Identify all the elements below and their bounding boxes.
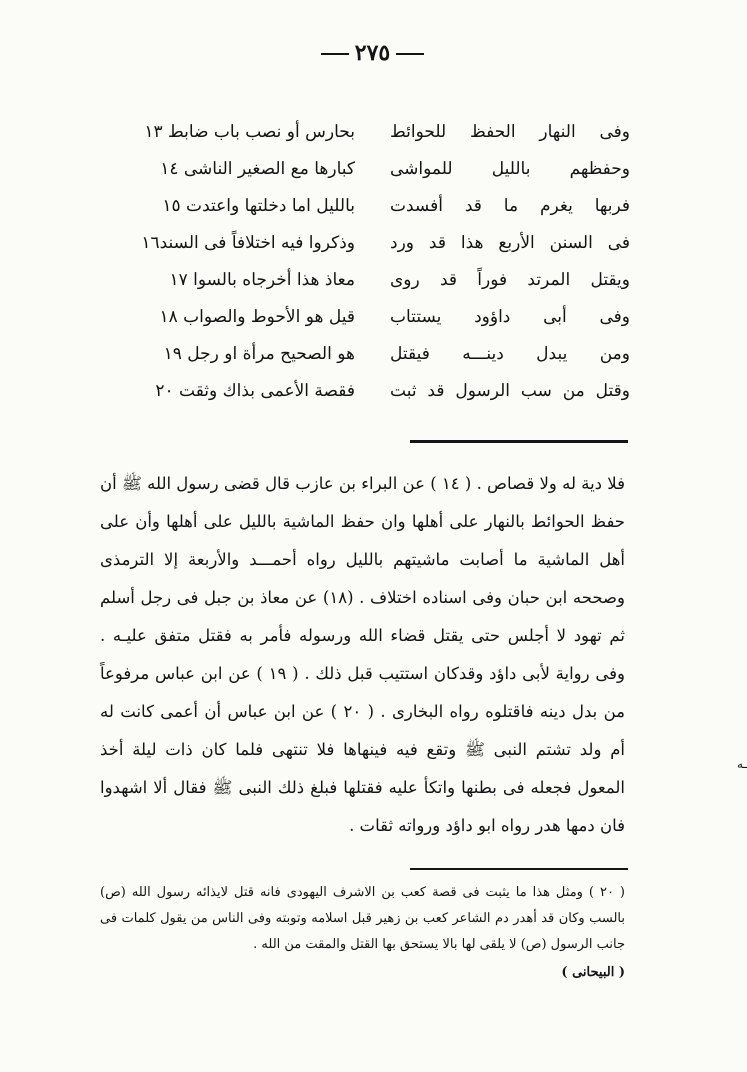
verse-second-hemistich: معاذ هذا أخرجاه بالسوا ١٧ — [169, 270, 355, 290]
page-number: ٢٧٥ — [354, 40, 391, 66]
verse-line — [110, 196, 630, 233]
page-edge-mark: ـه — [737, 757, 747, 771]
verse-line — [110, 381, 630, 418]
verse-second-hemistich: فقصة الأعمى بذاك وثقت ٢٠ — [155, 381, 355, 401]
page-header — [0, 40, 745, 66]
verse-line — [110, 270, 630, 307]
verse-first-hemistich: ومن يبدل دينـــه فيقتل — [390, 344, 630, 364]
commentary-paragraph: فلا دية له ولا قصاص . ( ١٤ ) عن البراء بن عازب قال قضى رسول الله ﷺ أن حفظ الحوائط بالنهار على أهلها وان حفظ الماشية بالليل على أهلها وأن على أهل الماشية ما أصابت ماشيتهم بالليل رواه أحمـــد والأربعة إلا الترمذى وصححه ابن حبان وفى اسناده اختلاف . (١٨) عن معاذ بن جبل فى رجل أسلم ثم تهود لا أجلس حتى يقتل قضاء الله ورسوله فأمر به فقتل متفق عليـه . وفى رواية لأبى داؤد وقدكان استتيب قبل ذلك . ( ١٩ ) عن ابن عباس مرفوعاً من بدل دينه فاقتلوه رواه البخارى . ( ٢٠ ) عن ابن عباس أن أعمى كانت له أم ولد تشتم النبى ﷺ وتقع فيه فينهاها فلا تنتهى فلما كان ذات ليلة أخذ المعول فجعله فى بطنها واتكأ عليه فقتلها فبلغ ذلك النبى ﷺ فقال ألا اشهدوا فان دمها هدر رواه ابو داؤد ورواته ثقات . — [100, 474, 626, 835]
verse-first-hemistich: ويقتل المرتد فوراً قد روى — [390, 270, 630, 290]
verse-second-hemistich: قيل هو الأحوط والصواب ١٨ — [159, 307, 355, 327]
verse-line — [110, 307, 630, 344]
verse-second-hemistich: بحارس أو نصب باب ضابط ١٣ — [144, 122, 355, 142]
verse-second-hemistich: وذكروا فيه اختلافاً فى السند١٦ — [141, 233, 355, 253]
footnote-text: ( ٢٠ ) ومثل هذا ما يثبت فى قصة كعب بن الاشرف اليهودى فانه قتل لايذائه رسول الله (ص) بالسب وكان قد أهدر دم الشاعر كعب بن زهير قبل اسلامه وتوبته وفى الناس من يقول كلمات فى جانب الرسول (ص) لا يلقى لها بالا يستحق بها القتل والمقت من الله . — [100, 885, 625, 952]
footnote — [100, 880, 625, 986]
verse-first-hemistich: فى السنن الأربع هذا قد ورد — [390, 233, 630, 253]
verse-line — [110, 344, 630, 381]
verse-second-hemistich: بالليل اما دخلتها واعتدت ١٥ — [162, 196, 355, 216]
poem — [110, 122, 630, 418]
verse-line — [110, 122, 630, 159]
footnote-signature: ( البيحانى ) — [561, 965, 625, 980]
verse-first-hemistich: وفى أبى داؤود يستتاب — [390, 307, 630, 327]
header-dash — [321, 53, 349, 55]
verse-first-hemistich: وقتل من سب الرسول قد ثبت — [390, 381, 630, 401]
verse-line — [110, 159, 630, 196]
verse-second-hemistich: كبارها مع الصغير الناشى ١٤ — [160, 159, 355, 179]
footnote-divider — [410, 868, 628, 870]
commentary — [100, 465, 625, 845]
verse-first-hemistich: وفى النهار الحفظ للحوائط — [390, 122, 630, 142]
section-divider — [410, 440, 628, 443]
verse-first-hemistich: فربها يغرم ما قد أفسدت — [390, 196, 630, 216]
verse-first-hemistich: وحفظهم بالليل للمواشى — [390, 159, 630, 179]
header-dash — [396, 53, 424, 55]
verse-line — [110, 233, 630, 270]
verse-second-hemistich: هو الصحيح مرأة او رجل ١٩ — [163, 344, 355, 364]
